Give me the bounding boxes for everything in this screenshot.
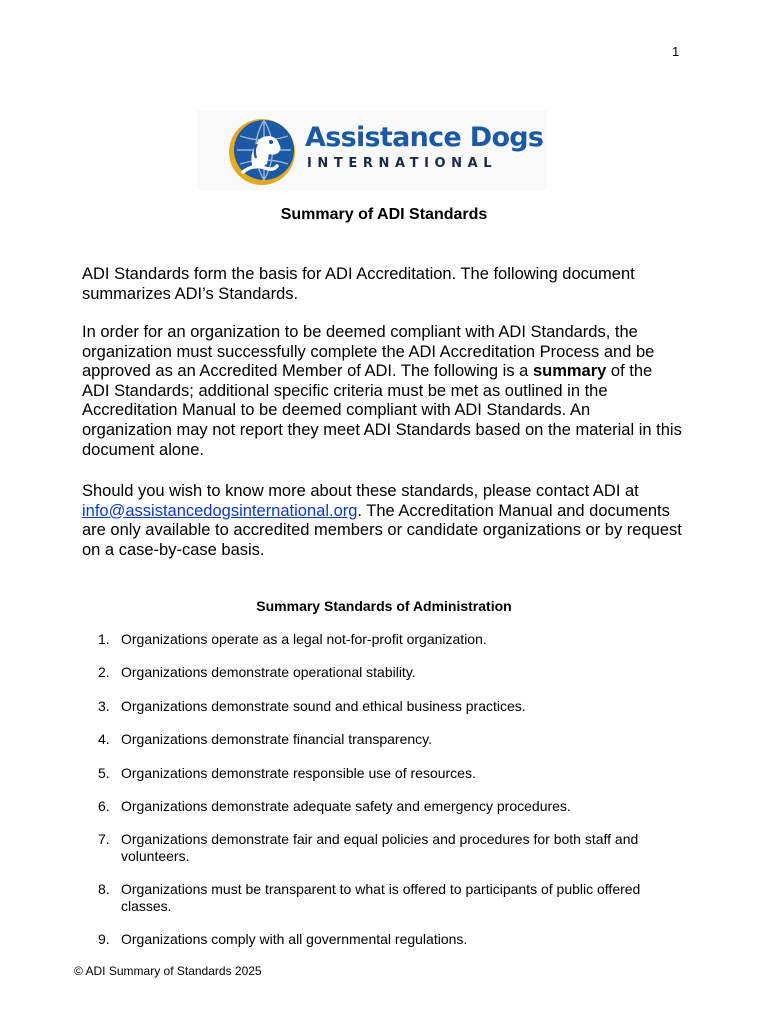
standard-item: [82, 881, 662, 914]
standard-number: 1.: [98, 631, 110, 647]
standard-item: [82, 664, 662, 680]
document-title: Summary of ADI Standards: [280, 206, 488, 223]
standard-item: [82, 931, 662, 947]
standard-number: 8.: [98, 881, 110, 898]
standard-item: [82, 731, 662, 747]
standard-text: Organizations demonstrate responsible use of resources.: [121, 764, 476, 781]
standard-number: 9.: [98, 931, 110, 948]
page-number: 1: [672, 44, 680, 59]
standard-text: Organizations operate as a legal not-for-profit organization.: [121, 631, 487, 647]
standard-item: [82, 698, 662, 714]
compliance-text-end: of the ADI Standards; additional specific criteria must be met as outlined in the Accreditation Manual to be deemed compliant with ADI Standards. An organization may not report they meet ADI Standards based on the material in this document alone.: [82, 362, 682, 459]
standard-number: 6.: [98, 798, 110, 815]
standard-item: [82, 765, 662, 781]
standard-number: 3.: [98, 697, 110, 714]
standard-text: Organizations demonstrate sound and ethical business practices.: [121, 697, 526, 714]
standard-text: Organizations demonstrate adequate safety and emergency procedures.: [121, 798, 571, 815]
compliance-paragraph: [82, 323, 682, 460]
adi-logo: [197, 110, 547, 190]
contact-email-link[interactable]: info@assistancedogsinternational.org: [82, 501, 358, 520]
intro-paragraph: ADI Standards form the basis for ADI Accreditation. The following document summarizes ADI’s Standards.: [82, 265, 635, 303]
contact-paragraph: [82, 482, 682, 560]
logo-title: Assistance Dogs: [305, 122, 544, 153]
logo-subtitle: INTERNATIONAL: [307, 156, 498, 171]
footer-copyright: © ADI Summary of Standards 2025: [74, 964, 262, 978]
administration-heading: Summary Standards of Administration: [256, 598, 512, 614]
standard-item: [82, 631, 662, 647]
standard-text: Organizations must be transparent to what is offered to participants of public offered classes.: [121, 881, 641, 914]
standard-text: Organizations demonstrate operational stability.: [121, 664, 416, 681]
compliance-text-start: In order for an organization to be deemed compliant with ADI Standards, the organization must successfully complete the ADI Accreditation Process and be approved as an Accredited Member of ADI. The following is a: [82, 323, 655, 381]
standard-text: Organizations demonstrate financial transparency.: [121, 731, 433, 748]
administration-standards-list: [82, 631, 662, 964]
standard-item: [82, 798, 662, 814]
standard-text: Organizations comply with all governmental regulations.: [121, 931, 468, 948]
standard-text: Organizations demonstrate fair and equal policies and procedures for both staff and volunteers.: [121, 831, 639, 864]
standard-number: 7.: [98, 831, 110, 848]
contact-text-end: . The Accreditation Manual and documents are only available to accredited members or candidate organizations or by request on a case-by-case basis.: [82, 501, 682, 559]
standard-item: [82, 831, 662, 864]
standard-number: 4.: [98, 731, 110, 748]
standard-number: 2.: [98, 664, 110, 681]
globe-dog-icon: [227, 116, 297, 186]
contact-text-start: Should you wish to know more about these standards, please contact ADI at: [82, 482, 639, 500]
standard-number: 5.: [98, 764, 110, 781]
summary-emphasis: summary: [532, 362, 607, 381]
